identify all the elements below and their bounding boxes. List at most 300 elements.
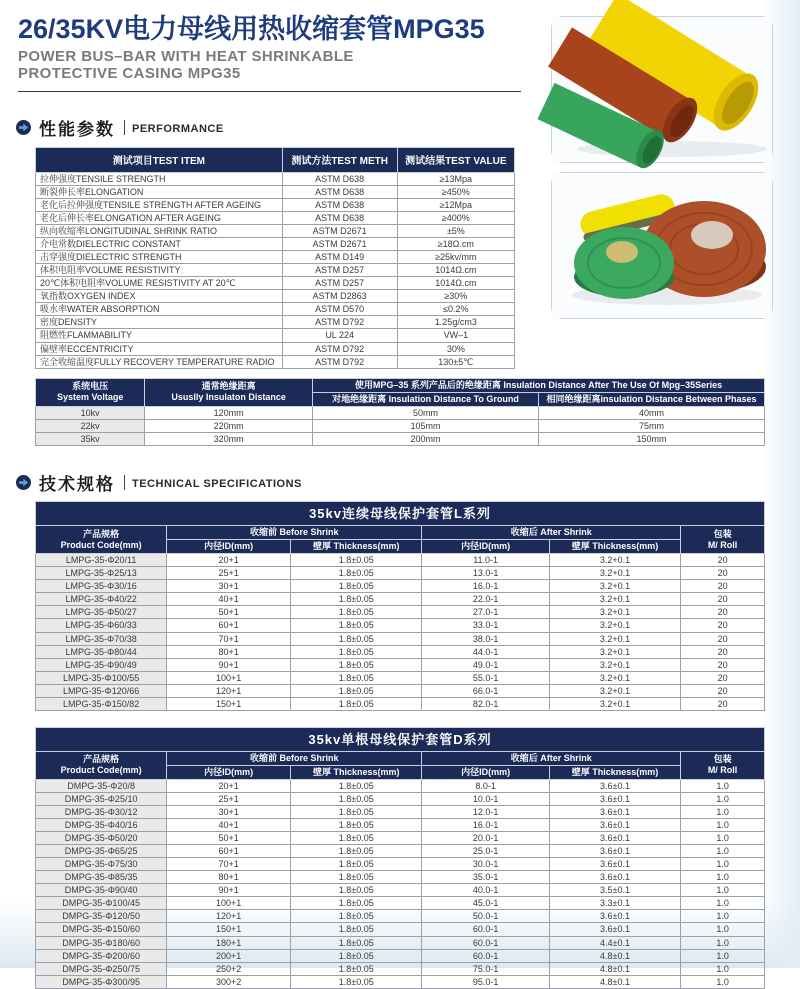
table-cell: 1.0 bbox=[681, 936, 765, 949]
packing-en: M/ Roll bbox=[707, 539, 738, 550]
column-header-after-use-span: 使用MPG–35 系列产品后的绝缘距离 Insulation Distance After The Use Of Mpg–35Series bbox=[313, 378, 765, 392]
table-cell: 3.2+0.1 bbox=[549, 658, 680, 671]
table-cell: 1.8±0.05 bbox=[291, 871, 422, 884]
table-cell: 120+1 bbox=[167, 910, 291, 923]
column-group-before-shrink: 收缩前 Before Shrink bbox=[167, 751, 422, 765]
table-cell: 1.8±0.05 bbox=[291, 697, 422, 710]
arrow-right-circle-icon bbox=[16, 120, 31, 135]
table-cell: 10.0-1 bbox=[422, 792, 550, 805]
product-photo-rolls bbox=[551, 172, 773, 319]
table-cell: 1.25g/cm3 bbox=[397, 316, 514, 329]
column-header-id-after: 内径ID(mm) bbox=[422, 765, 550, 779]
table-cell: 38.0-1 bbox=[422, 632, 550, 645]
table-row bbox=[36, 684, 765, 697]
table-cell: 3.6±0.1 bbox=[549, 805, 680, 818]
table-cell: 1.8±0.05 bbox=[291, 962, 422, 975]
table-row bbox=[36, 645, 765, 658]
table-cell: 200mm bbox=[313, 433, 539, 446]
table-cell: ASTM D638 bbox=[282, 211, 397, 224]
table-row bbox=[36, 671, 765, 684]
table-cell: 16.0-1 bbox=[422, 580, 550, 593]
table-cell: 20 bbox=[681, 580, 765, 593]
table-cell: DMPG-35-Φ150/60 bbox=[36, 923, 167, 936]
table-cell: 3.2+0.1 bbox=[549, 697, 680, 710]
table-cell: 1.8±0.05 bbox=[291, 910, 422, 923]
table-cell: 35kv bbox=[36, 433, 145, 446]
table-cell: 300+2 bbox=[167, 975, 291, 988]
table-cell: DMPG-35-Φ20/8 bbox=[36, 779, 167, 792]
column-header-distance-to-ground: 对地绝缘距离 Insulation Distance To Ground bbox=[313, 392, 539, 406]
table-cell: 4.8±0.1 bbox=[549, 975, 680, 988]
table-cell: ASTM D638 bbox=[282, 185, 397, 198]
table-cell: 20 bbox=[681, 658, 765, 671]
column-header-id-after: 内径ID(mm) bbox=[422, 540, 550, 554]
table-cell: ≥18Ω.cm bbox=[397, 237, 514, 250]
table-cell: 90+1 bbox=[167, 658, 291, 671]
column-header-packing bbox=[681, 526, 765, 554]
table-cell: 80+1 bbox=[167, 645, 291, 658]
table-cell: 3.2+0.1 bbox=[549, 684, 680, 697]
table-row bbox=[36, 580, 765, 593]
table-cell: 1.8±0.05 bbox=[291, 844, 422, 857]
table-cell: 11.0-1 bbox=[422, 554, 550, 567]
table-cell: LMPG-35-Φ100/55 bbox=[36, 671, 167, 684]
table-cell: LMPG-35-Φ25/13 bbox=[36, 567, 167, 580]
performance-table-header-row bbox=[36, 147, 515, 172]
table-cell: 49.0-1 bbox=[422, 658, 550, 671]
table-cell: 44.0-1 bbox=[422, 645, 550, 658]
column-header-thickness-after: 壁厚 Thickness(mm) bbox=[549, 540, 680, 554]
product-photo-tubes bbox=[551, 16, 773, 163]
table-row bbox=[36, 567, 765, 580]
table-cell: ASTM D2863 bbox=[282, 290, 397, 303]
table-cell: 1.0 bbox=[681, 858, 765, 871]
table-row bbox=[36, 290, 515, 303]
table-row bbox=[36, 224, 515, 237]
table-row bbox=[36, 975, 765, 988]
table-cell: 20 bbox=[681, 567, 765, 580]
table-cell: ASTM D792 bbox=[282, 355, 397, 368]
product-code-en: Product Code(mm) bbox=[60, 765, 142, 776]
table-cell: 3.2+0.1 bbox=[549, 671, 680, 684]
table-cell: 3.6±0.1 bbox=[549, 818, 680, 831]
table-cell: 50+1 bbox=[167, 831, 291, 844]
packing-zh: 包装 bbox=[713, 528, 732, 539]
table-cell: 1.8±0.05 bbox=[291, 554, 422, 567]
table-cell: 3.5±0.1 bbox=[549, 884, 680, 897]
table-cell: 45.0-1 bbox=[422, 897, 550, 910]
column-group-after-shrink: 收缩后 After Shrink bbox=[422, 526, 681, 540]
table-cell: 氧指数OXYGEN INDEX bbox=[36, 290, 283, 303]
section-title-specs-zh: 技术规格 bbox=[39, 474, 115, 494]
table-row bbox=[36, 871, 765, 884]
table-cell: 老化后伸长率ELONGATION AFTER AGEING bbox=[36, 211, 283, 224]
table-cell: 60.0-1 bbox=[422, 923, 550, 936]
table-cell: 3.6±0.1 bbox=[549, 831, 680, 844]
table-cell: 1.8±0.05 bbox=[291, 632, 422, 645]
table-cell: 1.0 bbox=[681, 792, 765, 805]
column-header-thickness-before: 壁厚 Thickness(mm) bbox=[291, 540, 422, 554]
table-cell: 50+1 bbox=[167, 606, 291, 619]
table-cell: 1.8±0.05 bbox=[291, 936, 422, 949]
table-row bbox=[36, 884, 765, 897]
table-row bbox=[36, 433, 765, 446]
table-cell: 1.0 bbox=[681, 975, 765, 988]
table-cell: 1.8±0.05 bbox=[291, 818, 422, 831]
l-series-table-title: 35kv连续母线保护套管L系列 bbox=[36, 502, 765, 526]
table-cell: 200+1 bbox=[167, 949, 291, 962]
table-row bbox=[36, 198, 515, 211]
table-cell: LMPG-35-Φ30/16 bbox=[36, 580, 167, 593]
table-cell: 25+1 bbox=[167, 792, 291, 805]
table-cell: DMPG-35-Φ250/75 bbox=[36, 962, 167, 975]
l-series-group-header-row bbox=[36, 526, 765, 540]
table-row bbox=[36, 554, 765, 567]
table-row bbox=[36, 316, 515, 329]
table-cell: 1.0 bbox=[681, 844, 765, 857]
table-cell: 3.2+0.1 bbox=[549, 619, 680, 632]
table-cell: 3.2+0.1 bbox=[549, 580, 680, 593]
table-cell: ASTM D792 bbox=[282, 316, 397, 329]
packing-zh: 包装 bbox=[713, 754, 732, 765]
table-row bbox=[36, 211, 515, 224]
table-row bbox=[36, 185, 515, 198]
table-cell: 150+1 bbox=[167, 697, 291, 710]
table-cell: LMPG-35-Φ120/66 bbox=[36, 684, 167, 697]
table-cell: 22kv bbox=[36, 420, 145, 433]
table-row bbox=[36, 606, 765, 619]
section-title-performance-zh: 性能参数 bbox=[39, 120, 115, 140]
table-cell: ASTM D792 bbox=[282, 342, 397, 355]
insulation-header-row-1 bbox=[36, 378, 765, 392]
table-cell: 拉伸强度TENSILE STRENGTH bbox=[36, 172, 283, 185]
table-cell: 120mm bbox=[145, 407, 313, 420]
table-cell: 35.0-1 bbox=[422, 871, 550, 884]
table-cell: LMPG-35-Φ90/49 bbox=[36, 658, 167, 671]
table-cell: 1.0 bbox=[681, 805, 765, 818]
table-cell: LMPG-35-Φ150/82 bbox=[36, 697, 167, 710]
table-cell: 1.0 bbox=[681, 779, 765, 792]
table-row bbox=[36, 831, 765, 844]
table-cell: ±5% bbox=[397, 224, 514, 237]
table-cell: 1.8±0.05 bbox=[291, 923, 422, 936]
column-header-test-item: 测试项目TEST ITEM bbox=[36, 147, 283, 172]
table-cell: 22.0-1 bbox=[422, 593, 550, 606]
table-cell: 1.8±0.05 bbox=[291, 645, 422, 658]
table-cell: 3.2+0.1 bbox=[549, 554, 680, 567]
table-cell: 1.0 bbox=[681, 871, 765, 884]
system-voltage-en: System Voltage bbox=[56, 392, 124, 403]
table-cell: 1014Ω.cm bbox=[397, 264, 514, 277]
table-cell: 25+1 bbox=[167, 567, 291, 580]
table-cell: 1.8±0.05 bbox=[291, 975, 422, 988]
table-row bbox=[36, 858, 765, 871]
column-header-test-method: 测试方法TEST METH bbox=[282, 147, 397, 172]
table-cell: 3.6±0.1 bbox=[549, 792, 680, 805]
table-cell: 4.8±0.1 bbox=[549, 962, 680, 975]
table-cell: 3.6±0.1 bbox=[549, 779, 680, 792]
table-cell: DMPG-35-Φ120/50 bbox=[36, 910, 167, 923]
table-cell: 10kv bbox=[36, 407, 145, 420]
table-cell: 1.0 bbox=[681, 818, 765, 831]
table-cell: 4.4±0.1 bbox=[549, 936, 680, 949]
table-cell: 60+1 bbox=[167, 844, 291, 857]
table-cell: 完全收缩温度FULLY RECOVERY TEMPERATURE RADIO bbox=[36, 355, 283, 368]
table-row bbox=[36, 805, 765, 818]
table-cell: 20 bbox=[681, 684, 765, 697]
table-row bbox=[36, 910, 765, 923]
table-cell: 66.0-1 bbox=[422, 684, 550, 697]
section-title-divider bbox=[124, 475, 125, 490]
table-cell: ≥12Mpa bbox=[397, 198, 514, 211]
usual-distance-en: Ususlly Insulaton Distance bbox=[171, 392, 286, 403]
table-cell: 偏壁率ECCENTRICITY bbox=[36, 342, 283, 355]
product-photos bbox=[551, 16, 775, 328]
packing-en: M/ Roll bbox=[707, 765, 738, 776]
table-cell: VW–1 bbox=[397, 329, 514, 342]
table-cell: ASTM D638 bbox=[282, 172, 397, 185]
table-cell: ≥400% bbox=[397, 211, 514, 224]
table-row bbox=[36, 264, 515, 277]
column-header-thickness-after: 壁厚 Thickness(mm) bbox=[549, 765, 680, 779]
table-cell: 12.0-1 bbox=[422, 805, 550, 818]
table-cell: 40mm bbox=[538, 407, 764, 420]
table-cell: ASTM D257 bbox=[282, 264, 397, 277]
table-cell: 3.3±0.1 bbox=[549, 897, 680, 910]
table-row bbox=[36, 237, 515, 250]
rolls-illustration bbox=[552, 173, 772, 318]
table-cell: 30+1 bbox=[167, 580, 291, 593]
table-cell: 20 bbox=[681, 606, 765, 619]
table-cell: DMPG-35-Φ90/40 bbox=[36, 884, 167, 897]
d-series-group-header-row bbox=[36, 751, 765, 765]
table-cell: ASTM D638 bbox=[282, 198, 397, 211]
table-cell: 3.2+0.1 bbox=[549, 606, 680, 619]
table-cell: 55.0-1 bbox=[422, 671, 550, 684]
table-cell: 体积电阻率VOLUME RESISTIVITY bbox=[36, 264, 283, 277]
table-cell: 20 bbox=[681, 554, 765, 567]
table-row bbox=[36, 251, 515, 264]
table-cell: 断裂伸长率ELONGATION bbox=[36, 185, 283, 198]
table-cell: LMPG-35-Φ60/33 bbox=[36, 619, 167, 632]
table-cell: 60+1 bbox=[167, 619, 291, 632]
table-cell: 50mm bbox=[313, 407, 539, 420]
column-header-packing bbox=[681, 751, 765, 779]
product-code-en: Product Code(mm) bbox=[60, 539, 142, 550]
table-cell: 吸水率WATER ABSORPTION bbox=[36, 303, 283, 316]
table-cell: LMPG-35-Φ80/44 bbox=[36, 645, 167, 658]
table-cell: 27.0-1 bbox=[422, 606, 550, 619]
table-cell: 100+1 bbox=[167, 671, 291, 684]
arrow-right-circle-icon bbox=[16, 475, 31, 490]
column-header-id-before: 内径ID(mm) bbox=[167, 765, 291, 779]
table-cell: DMPG-35-Φ65/25 bbox=[36, 844, 167, 857]
table-cell: 50.0-1 bbox=[422, 910, 550, 923]
table-cell: DMPG-35-Φ85/35 bbox=[36, 871, 167, 884]
table-row bbox=[36, 593, 765, 606]
table-cell: 1.8±0.05 bbox=[291, 858, 422, 871]
insulation-distance-table bbox=[35, 378, 765, 447]
table-cell: DMPG-35-Φ180/60 bbox=[36, 936, 167, 949]
table-row bbox=[36, 342, 515, 355]
table-cell: 1.8±0.05 bbox=[291, 949, 422, 962]
table-row bbox=[36, 172, 515, 185]
product-code-zh: 产品规格 bbox=[83, 754, 120, 765]
table-row bbox=[36, 632, 765, 645]
table-cell: 阻燃性FLAMMABILITY bbox=[36, 329, 283, 342]
table-cell: 150mm bbox=[538, 433, 764, 446]
table-cell: 75.0-1 bbox=[422, 962, 550, 975]
table-cell: 320mm bbox=[145, 433, 313, 446]
table-row bbox=[36, 420, 765, 433]
table-row bbox=[36, 407, 765, 420]
table-cell: 1.8±0.05 bbox=[291, 619, 422, 632]
column-header-id-before: 内径ID(mm) bbox=[167, 540, 291, 554]
table-cell: DMPG-35-Φ75/30 bbox=[36, 858, 167, 871]
table-cell: 1.8±0.05 bbox=[291, 897, 422, 910]
table-cell: 250+2 bbox=[167, 962, 291, 975]
table-row bbox=[36, 779, 765, 792]
table-cell: 纵向收缩率LONGITUDINAL SHRINK RATIO bbox=[36, 224, 283, 237]
table-cell: DMPG-35-Φ40/16 bbox=[36, 818, 167, 831]
table-row bbox=[36, 658, 765, 671]
table-cell: 1.8±0.05 bbox=[291, 684, 422, 697]
performance-table bbox=[35, 147, 515, 369]
table-cell: 1.8±0.05 bbox=[291, 884, 422, 897]
table-cell: 20 bbox=[681, 619, 765, 632]
d-series-table-title: 35kv单根母线保护套管D系列 bbox=[36, 727, 765, 751]
table-cell: 1.0 bbox=[681, 897, 765, 910]
table-cell: 1.0 bbox=[681, 910, 765, 923]
table-cell: 95.0-1 bbox=[422, 975, 550, 988]
header-divider bbox=[18, 91, 521, 92]
table-cell: ASTM D570 bbox=[282, 303, 397, 316]
l-series-title-row bbox=[36, 502, 765, 526]
table-cell: 90+1 bbox=[167, 884, 291, 897]
table-cell: 150+1 bbox=[167, 923, 291, 936]
table-cell: 130±5℃ bbox=[397, 355, 514, 368]
usual-distance-zh: 通常绝缘距离 bbox=[201, 381, 256, 392]
l-series-table bbox=[35, 501, 765, 711]
table-cell: DMPG-35-Φ300/95 bbox=[36, 975, 167, 988]
table-cell: 180+1 bbox=[167, 936, 291, 949]
table-cell: 20 bbox=[681, 632, 765, 645]
table-cell: 3.6±0.1 bbox=[549, 910, 680, 923]
table-row bbox=[36, 844, 765, 857]
table-cell: 13.0-1 bbox=[422, 567, 550, 580]
d-series-title-row bbox=[36, 727, 765, 751]
table-row bbox=[36, 897, 765, 910]
table-cell: ≥25kv/mm bbox=[397, 251, 514, 264]
table-cell: 1.0 bbox=[681, 949, 765, 962]
table-cell: 3.2+0.1 bbox=[549, 567, 680, 580]
table-cell: 40+1 bbox=[167, 593, 291, 606]
table-cell: LMPG-35-Φ40/22 bbox=[36, 593, 167, 606]
table-cell: 1.8±0.05 bbox=[291, 792, 422, 805]
table-cell: ≥13Mpa bbox=[397, 172, 514, 185]
table-cell: 1.0 bbox=[681, 962, 765, 975]
table-cell: 60.0-1 bbox=[422, 936, 550, 949]
table-cell: 4.8±0.1 bbox=[549, 949, 680, 962]
section-title-specs-en: TECHNICAL SPECIFICATIONS bbox=[132, 477, 302, 490]
table-cell: 20 bbox=[681, 593, 765, 606]
table-cell: 3.2+0.1 bbox=[549, 645, 680, 658]
table-cell: 30+1 bbox=[167, 805, 291, 818]
table-cell: 3.6±0.1 bbox=[549, 844, 680, 857]
table-cell: 16.0-1 bbox=[422, 818, 550, 831]
section-title-performance-en: PERFORMANCE bbox=[132, 123, 224, 136]
table-cell: 33.0-1 bbox=[422, 619, 550, 632]
table-row bbox=[36, 936, 765, 949]
table-cell: 3.6±0.1 bbox=[549, 871, 680, 884]
table-cell: 1.0 bbox=[681, 831, 765, 844]
table-cell: 1.8±0.05 bbox=[291, 805, 422, 818]
table-row bbox=[36, 277, 515, 290]
table-cell: 1.0 bbox=[681, 923, 765, 936]
table-cell: 30% bbox=[397, 342, 514, 355]
section-title-divider bbox=[124, 120, 125, 135]
table-cell: DMPG-35-Φ200/60 bbox=[36, 949, 167, 962]
table-cell: 密度DENSITY bbox=[36, 316, 283, 329]
table-row bbox=[36, 962, 765, 975]
column-header-product-code bbox=[36, 751, 167, 779]
table-cell: ≥450% bbox=[397, 185, 514, 198]
tubes-illustration bbox=[552, 17, 772, 162]
table-cell: 1.8±0.05 bbox=[291, 567, 422, 580]
table-cell: 老化后拉伸强度TENSILE STRENGTH AFTER AGEING bbox=[36, 198, 283, 211]
table-cell: ASTM D2671 bbox=[282, 224, 397, 237]
table-row bbox=[36, 923, 765, 936]
table-cell: ≤0.2% bbox=[397, 303, 514, 316]
table-cell: LMPG-35-Φ70/38 bbox=[36, 632, 167, 645]
column-header-test-value: 测试结果TEST VALUE bbox=[397, 147, 514, 172]
table-cell: ASTM D257 bbox=[282, 277, 397, 290]
table-cell: 3.2+0.1 bbox=[549, 632, 680, 645]
table-cell: 20+1 bbox=[167, 554, 291, 567]
subtitle-line-2: PROTECTIVE CASING MPG35 bbox=[18, 65, 241, 83]
table-cell: 75mm bbox=[538, 420, 764, 433]
table-cell: 30.0-1 bbox=[422, 858, 550, 871]
system-voltage-zh: 系统电压 bbox=[72, 381, 109, 392]
table-cell: 120+1 bbox=[167, 684, 291, 697]
table-cell: 20 bbox=[681, 645, 765, 658]
table-cell: 40.0-1 bbox=[422, 884, 550, 897]
table-row bbox=[36, 818, 765, 831]
column-group-after-shrink: 收缩后 After Shrink bbox=[422, 751, 681, 765]
table-cell: 20 bbox=[681, 671, 765, 684]
table-cell: UL 224 bbox=[282, 329, 397, 342]
table-row bbox=[36, 355, 515, 368]
table-cell: LMPG-35-Φ20/11 bbox=[36, 554, 167, 567]
table-cell: 25.0-1 bbox=[422, 844, 550, 857]
column-group-before-shrink: 收缩前 Before Shrink bbox=[167, 526, 422, 540]
column-header-thickness-before: 壁厚 Thickness(mm) bbox=[291, 765, 422, 779]
table-cell: DMPG-35-Φ25/10 bbox=[36, 792, 167, 805]
column-header-product-code bbox=[36, 526, 167, 554]
table-cell: 40+1 bbox=[167, 818, 291, 831]
table-cell: 1014Ω.cm bbox=[397, 277, 514, 290]
section-header-specs bbox=[16, 471, 800, 493]
table-cell: ≥30% bbox=[397, 290, 514, 303]
table-cell: DMPG-35-Φ50/20 bbox=[36, 831, 167, 844]
table-cell: 1.8±0.05 bbox=[291, 779, 422, 792]
table-cell: 8.0-1 bbox=[422, 779, 550, 792]
table-cell: 3.6±0.1 bbox=[549, 858, 680, 871]
table-cell: 3.6±0.1 bbox=[549, 923, 680, 936]
table-cell: 70+1 bbox=[167, 858, 291, 871]
table-cell: 105mm bbox=[313, 420, 539, 433]
table-row bbox=[36, 303, 515, 316]
